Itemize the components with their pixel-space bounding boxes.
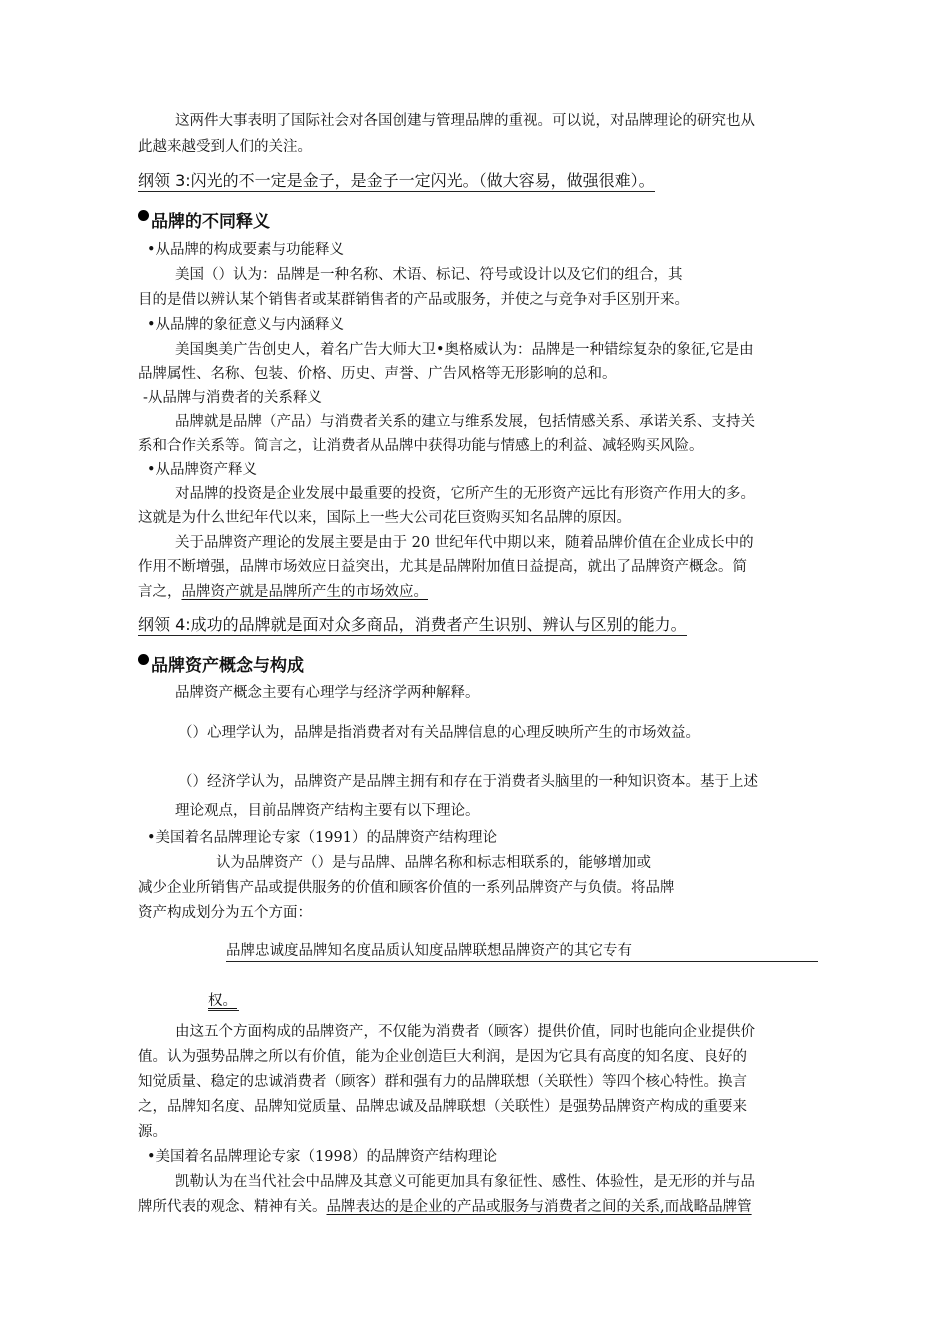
paragraph-line: 系和合作关系等。简言之，让消费者从品牌中获得功能与情感上的利益、减轻购买风险。 — [138, 438, 704, 454]
paragraph-line: 理论观点，目前品牌资产结构主要有以下理论。 — [175, 803, 480, 819]
paragraph-line: （）经济学认为，品牌资产是品牌主拥有和存在于消费者头脑里的一种知识资本。基于上述 — [178, 774, 758, 790]
paragraph-line: 值。认为强势品牌之所以有价值，能为企业创造巨大利润，是因为它具有高度的知名度、良好的 — [138, 1049, 747, 1065]
outline-heading-4: 纲领 4:成功的品牌就是面对众多商品，消费者产生识别、辨认与区别的能力。 — [138, 615, 687, 634]
bullet-item: •从品牌的象征意义与内涵释义 — [147, 317, 345, 333]
paragraph-line: 关于品牌资产理论的发展主要是由于 20 世纪年代中期以来，随着品牌价值在企业成长中的 — [175, 535, 754, 551]
paragraph-line: 认为品牌资产（）是与品牌、品牌名称和标志相联系的，能够增加或 — [216, 855, 651, 871]
paragraph-line: 源。 — [138, 1124, 167, 1140]
paragraph-line: 知觉质量、稳定的忠诚消费者（顾客）群和强有力的品牌联想（关联性）等四个核心特性。换言 — [138, 1074, 747, 1090]
paragraph-line: （）心理学认为，品牌是指消费者对有关品牌信息的心理反映所产生的市场效益。 — [178, 725, 700, 741]
paragraph-line: 之，品牌知名度、品牌知觉质量、品牌忠诚及品牌联想（关联性）是强势品牌资产构成的重要来 — [138, 1099, 747, 1115]
paragraph-line: 这就是为什么世纪年代以来，国际上一些大公司花巨资购买知名品牌的原因。 — [138, 510, 631, 526]
paragraph-line: 美国（）认为：品牌是一种名称、术语、标记、符号或设计以及它们的组合，其 — [175, 267, 683, 283]
paragraph-line: 由这五个方面构成的品牌资产，不仅能为消费者（顾客）提供价值，同时也能向企业提供价 — [175, 1024, 755, 1040]
bullet-item: •从品牌的构成要素与功能释义 — [147, 242, 345, 258]
paragraph-line: 牌所代表的观念、精神有关。品牌表达的是企业的产品或服务与消费者之间的关系,而战略品牌管 — [138, 1199, 752, 1215]
paragraph-line: 品牌忠诚度品牌知名度品质认知度品牌联想品牌资产的其它专有 — [226, 943, 632, 959]
underline-rule — [226, 961, 818, 962]
paragraph-line: 言之，品牌资产就是品牌所产生的市场效应。 — [138, 584, 428, 600]
bullet-icon — [138, 654, 149, 665]
paragraph-line: 品牌就是品牌（产品）与消费者关系的建立与维系发展，包括情感关系、承诺关系、支持关 — [175, 414, 755, 430]
paragraph-line: 此越来越受到人们的关注。 — [138, 139, 312, 155]
bullet-item: •美国着名品牌理论专家（1998）的品牌资产结构理论 — [147, 1149, 497, 1165]
paragraph-line: 对品牌的投资是企业发展中最重要的投资，它所产生的无形资产远比有形资产作用大的多。 — [175, 486, 755, 502]
paragraph-line: 这两件大事表明了国际社会对各国创建与管理品牌的重视。可以说，对品牌理论的研究也从 — [175, 113, 755, 129]
paragraph-line: 美国奥美广告创史人，着名广告大师大卫•奥格威认为：品牌是一种错综复杂的象征,它是由 — [175, 342, 754, 358]
bullet-item: -从品牌与消费者的关系释义 — [143, 390, 322, 406]
paragraph-line: 减少企业所销售产品或提供服务的价值和顾客价值的一系列品牌资产与负债。将品牌 — [138, 880, 675, 896]
underline-rule — [208, 1010, 239, 1011]
paragraph-line: 品牌资产概念主要有心理学与经济学两种解释。 — [175, 685, 480, 701]
paragraph-line: 目的是借以辨认某个销售者或某群销售者的产品或服务，并使之与竞争对手区别开来。 — [138, 292, 689, 308]
section-heading: 品牌资产概念与构成 — [138, 654, 818, 677]
paragraph-line: 凯勒认为在当代社会中品牌及其意义可能更加具有象征性、感性、体验性，是无形的并与品 — [175, 1174, 755, 1190]
outline-heading-3: 纲领 3:闪光的不一定是金子，是金子一定闪光。（做大容易，做强很难）。 — [138, 171, 655, 190]
bullet-item: •美国着名品牌理论专家（1991）的品牌资产结构理论 — [147, 830, 497, 846]
paragraph-line: 权。 — [208, 993, 237, 1009]
paragraph-line: 资产构成划分为五个方面： — [138, 905, 312, 921]
paragraph-line: 品牌属性、名称、包装、价格、历史、声誉、广告风格等无形影响的总和。 — [138, 366, 617, 382]
bullet-icon — [138, 210, 149, 221]
underlined-text: 品牌资产就是品牌所产生的市场效应。 — [181, 584, 428, 600]
underlined-text: 品牌表达的是企业的产品或服务与消费者之间的关系,而战略品牌管 — [326, 1199, 752, 1215]
paragraph-line: 作用不断增强，品牌市场效应日益突出，尤其是品牌附加值日益提高，就出了品牌资产概念。简 — [138, 559, 747, 575]
section-heading: 品牌的不同释义 — [138, 210, 818, 233]
bullet-item: •从品牌资产释义 — [147, 462, 258, 478]
